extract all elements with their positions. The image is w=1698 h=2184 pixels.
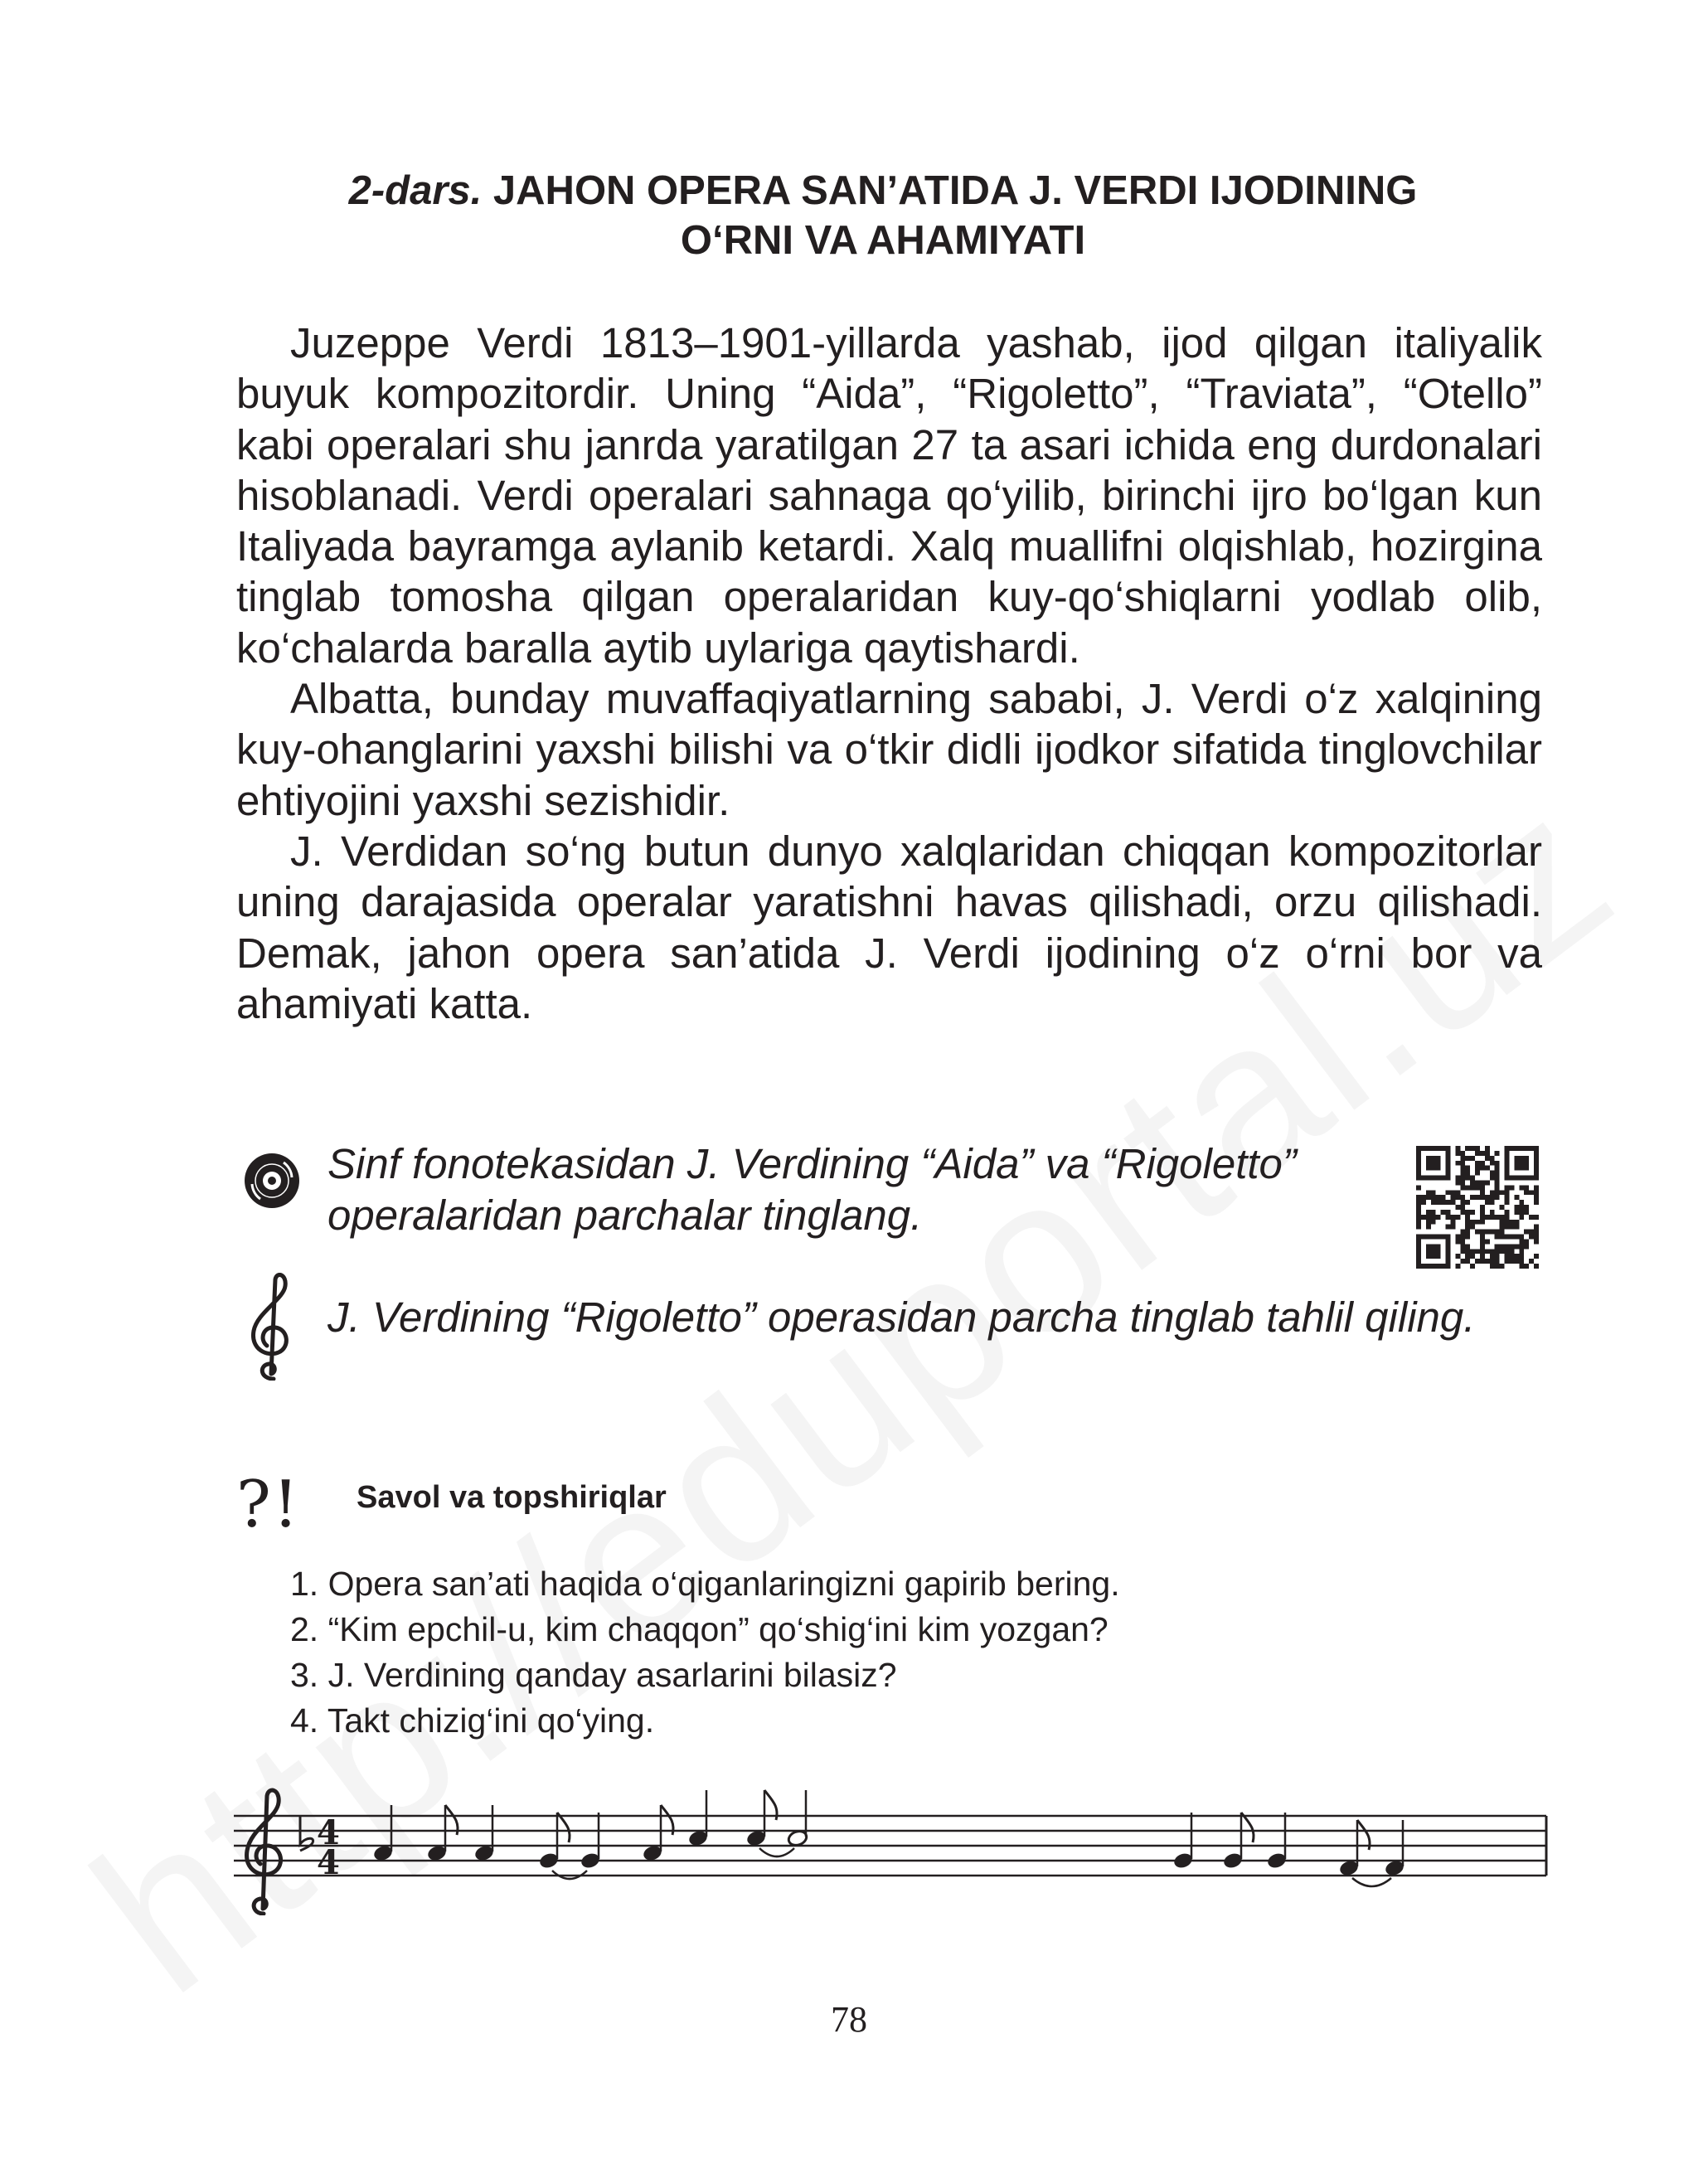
time-signature-top: 4 xyxy=(317,1813,340,1852)
note-flag xyxy=(1241,1813,1254,1842)
page-number: 78 xyxy=(831,1999,867,2040)
time-signature-bottom: 4 xyxy=(317,1843,340,1882)
question-item: 2. “Kim epchil-u, kim chaqqon” qo‘shig‘ini kim yozgan? xyxy=(290,1610,1109,1648)
question-exclamation-icon: ?! xyxy=(236,1468,301,1542)
title-line-2: O‘RNI VA AHAMIYATI xyxy=(680,218,1086,263)
title-text-1: JAHON OPERA SAN’ATIDA J. VERDI IJODINING xyxy=(492,168,1418,213)
body-text xyxy=(236,318,1542,1029)
questions-list xyxy=(290,1561,1120,1744)
title-line-1 xyxy=(236,166,1530,216)
paragraph: J. Verdidan so‘ng butun dunyo xalqlaridan chiqqan kompozitorlar uning darajasida operalar yaratishni havas qilishadi, orzu qilishadi. Demak, jahon opera san’atida J. Verdi ijodining o‘z o‘rni bor va ahamiyati katta. xyxy=(236,827,1542,1027)
question-item: 3. J. Verdining qanday asarlarini bilasiz? xyxy=(290,1656,897,1694)
lesson-number: 2-dars. xyxy=(348,168,483,213)
note-tie xyxy=(759,1848,794,1856)
note-flag xyxy=(557,1813,570,1842)
question-item: 4. Takt chizig‘ini qo‘ying. xyxy=(290,1701,655,1740)
paragraph: Juzeppe Verdi 1813–1901-yillarda yashab, ijod qilgan italiyalik buyuk kompozitordir. Uning “Aida”, “Rigoletto”, “Traviata”, “Otello” kabi operalari shu janrda yaratilgan 27 ta asari ichida eng durdonalari hisoblanadi. Verdi operalari sahnaga qo‘yilib, birinchi ijro bo‘lgan kun Italiyada bayramga aylanib ketardi. Xalq muallifni olqishlab, hozirgina tinglab tomosha qilgan operalaridan kuy-qo‘shiqlarni yodlab olib, ko‘chalarda baralla aytib uylariga qaytishardi. xyxy=(236,319,1542,672)
music-staff xyxy=(234,1774,1548,1915)
listen-task: Sinf fonotekasidan J. Verdining “Aida” va “Rigoletto” operalaridan parchalar tinglang. xyxy=(327,1140,1297,1239)
staff-treble-clef xyxy=(247,1790,281,1914)
lesson-title xyxy=(236,166,1530,265)
cd-disc-icon xyxy=(242,1151,302,1211)
question-item: 1. Opera san’ati haqida o‘qiganlaringizni gapirib bering. xyxy=(290,1565,1120,1603)
paragraph: Albatta, bunday muvaffaqiyatlarning sababi, J. Verdi o‘z xalqining kuy-ohanglarini yaxshi bilishi va o‘tkir didli ijodkor sifatida tinglovchilar ehtiyojini yaxshi sezishidir. xyxy=(236,675,1542,824)
treble-clef-icon xyxy=(242,1273,300,1381)
analyze-task: J. Verdining “Rigoletto” operasidan parcha tinglab tahlil qiling. xyxy=(327,1293,1476,1341)
qr-code xyxy=(1416,1146,1539,1269)
questions-heading: Savol va topshiriqlar xyxy=(357,1480,667,1515)
note-tie xyxy=(1352,1878,1391,1886)
